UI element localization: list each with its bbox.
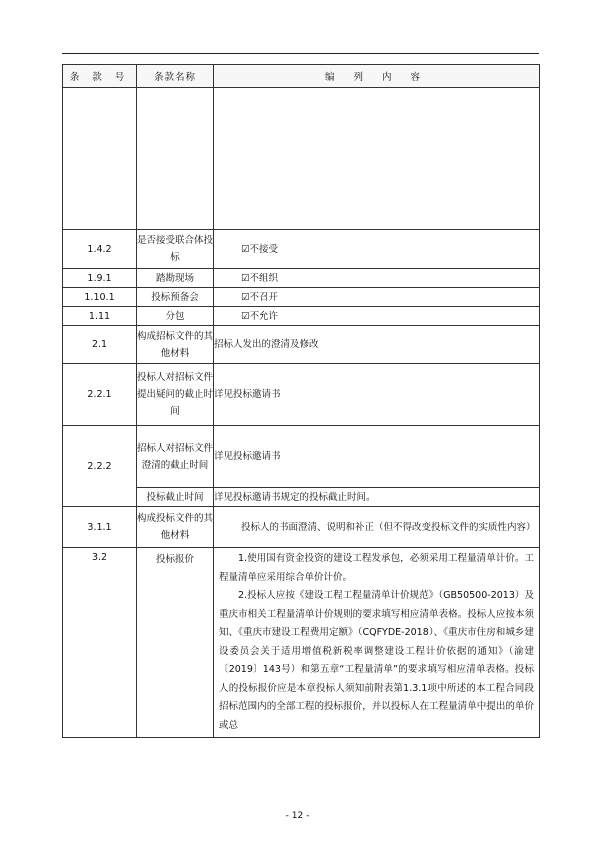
- header-clause-number: 条 款 号: [63, 65, 137, 88]
- table-row: [63, 426, 540, 488]
- clause-name: 投标报价: [137, 548, 214, 738]
- clause-number: 1.9.1: [63, 269, 137, 288]
- bid-data-table: [62, 64, 540, 738]
- clause-name: 构成投标文件的其他材料: [137, 507, 214, 548]
- clause-number: 1.10.1: [63, 288, 137, 307]
- table-row: [63, 364, 540, 426]
- clause-content: 详见投标邀请书规定的投标截止时间。: [214, 488, 540, 507]
- clause-name: 投标预备会: [137, 288, 214, 307]
- table-row: [63, 288, 540, 307]
- clause-number: 3.2: [63, 548, 137, 738]
- content-paragraph: 1.使用国有资金投资的建设工程发承包，必须采用工程量清单计价。工程量清单应采用综合单价计价。: [219, 553, 534, 583]
- clause-name: 招标人对招标文件澄清的截止时间: [137, 426, 214, 488]
- clause-content: 投标人的书面澄清、说明和补正（但不得改变投标文件的实质性内容）: [214, 507, 540, 548]
- clause-name: 投标截止时间: [137, 488, 214, 507]
- clause-number: 3.1.1: [63, 507, 137, 548]
- clause-content: ☑不接受: [214, 230, 540, 269]
- table-row: [63, 548, 540, 738]
- clause-content: ☑不允许: [214, 307, 540, 326]
- clause-number: 1.4.2: [63, 230, 137, 269]
- clause-number: 2.2.2: [63, 426, 137, 507]
- header-content: 编 列 内 容: [214, 65, 540, 88]
- table-header-row: [63, 65, 540, 88]
- page-number: - 12 -: [285, 811, 310, 821]
- clause-content: [214, 548, 540, 738]
- clause-number: 2.2.1: [63, 364, 137, 426]
- clause-name: 构成招标文件的其他材料: [137, 326, 214, 364]
- clause-content: 详见投标邀请书: [214, 426, 540, 488]
- clause-number: 1.11: [63, 307, 137, 326]
- clause-name: 投标人对招标文件提出疑问的截止时间: [137, 364, 214, 426]
- table-row: [63, 269, 540, 288]
- blank-continuation-row: [63, 88, 540, 230]
- table-row: [63, 326, 540, 364]
- clause-name: 是否接受联合体投标: [137, 230, 214, 269]
- table-row: [63, 307, 540, 326]
- clause-number: 2.1: [63, 326, 137, 364]
- table-row: [63, 507, 540, 548]
- header-rule: [62, 53, 539, 54]
- clause-content: 详见投标邀请书: [214, 364, 540, 426]
- clause-name: 踏勘现场: [137, 269, 214, 288]
- header-clause-name: 条款名称: [137, 65, 214, 88]
- clause-name: 分包: [137, 307, 214, 326]
- clause-content: 招标人发出的澄清及修改: [214, 326, 540, 364]
- clause-content: ☑不组织: [214, 269, 540, 288]
- clause-content: ☑不召开: [214, 288, 540, 307]
- content-paragraph: 2.投标人应按《建设工程工程量清单计价规范》（GB50500-2013）及重庆市相关工程量清单计价规则的要求填写相应清单表格。投标人应按本须知、《重庆市建设工程费用定额》（CQFYDE-2018）、《重庆市住房和城乡建设委员会关于适用增值税新税率调整建设工程计价依据的通知》（渝建〔2019〕143号）和第五章“工程量清单”的要求填写相应清单表格。投标人的投标报价应是本章投标人须知前附表第1.3.1项中所述的本工程合同段招标范围内的全部工程的投标报价，并以投标人在工程量清单中提出的单价或总: [219, 590, 534, 731]
- table-row: [63, 230, 540, 269]
